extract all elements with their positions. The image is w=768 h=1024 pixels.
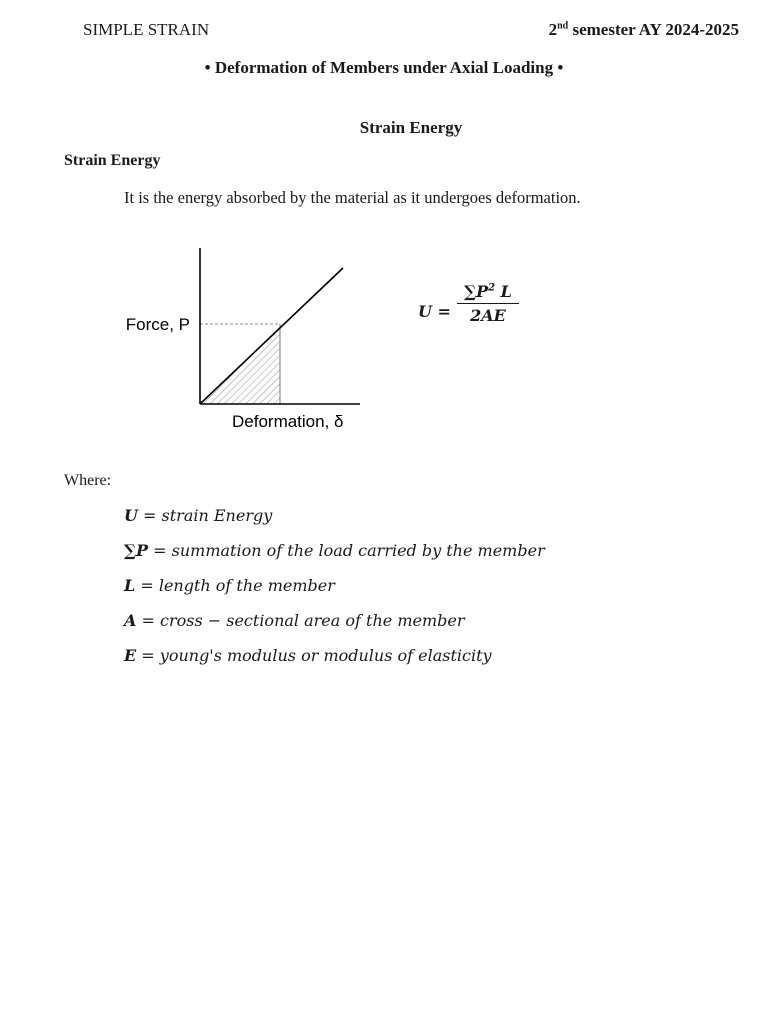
definition-symbol: E <box>124 646 137 665</box>
subheading: Strain Energy <box>64 152 161 169</box>
formula-denominator: 2AE <box>470 306 506 325</box>
definition-symbol: ∑P <box>124 541 149 560</box>
definition-u <box>124 506 545 541</box>
definition-meaning: = summation of the load carried by the member <box>148 541 545 560</box>
definition-meaning: = strain Energy <box>137 506 273 525</box>
formula-fraction <box>457 282 519 325</box>
header-title: SIMPLE STRAIN <box>83 20 210 39</box>
header-semester <box>549 20 739 40</box>
semester-number: 2 <box>548 20 558 39</box>
formula-lhs: U = <box>418 302 451 321</box>
definition-symbol: A <box>124 611 137 630</box>
summation-symbol: ∑ <box>464 282 477 301</box>
semester-academic-year: semester AY 2024-2025 <box>568 20 739 39</box>
definition-e <box>124 646 545 681</box>
x-axis-label: Deformation, δ <box>232 412 344 431</box>
y-axis-label: Force, P <box>125 315 190 334</box>
definition-l <box>124 576 545 611</box>
section-title: Strain Energy <box>359 118 463 137</box>
topic-heading: • Deformation of Members under Axial Loading • <box>204 58 564 77</box>
force-deformation-diagram <box>105 240 375 440</box>
numerator-p: P <box>476 282 489 301</box>
definition-a <box>124 611 545 646</box>
definition-meaning: = cross − sectional area of the member <box>136 611 465 630</box>
definition-symbol: U <box>124 506 138 525</box>
numerator-l: L <box>495 282 512 301</box>
definition-sum-p <box>124 541 545 576</box>
where-label: Where: <box>64 472 112 489</box>
definition-text: It is the energy absorbed by the material as it undergoes deformation. <box>124 188 581 207</box>
numerator-exponent: 2 <box>488 282 496 294</box>
semester-ordinal-suffix: nd <box>557 20 569 32</box>
definition-meaning: = young's modulus or modulus of elasticity <box>136 646 492 665</box>
variable-definitions <box>124 506 545 681</box>
definition-symbol: L <box>124 576 136 595</box>
formula-numerator <box>457 282 519 304</box>
definition-meaning: = length of the member <box>135 576 335 595</box>
